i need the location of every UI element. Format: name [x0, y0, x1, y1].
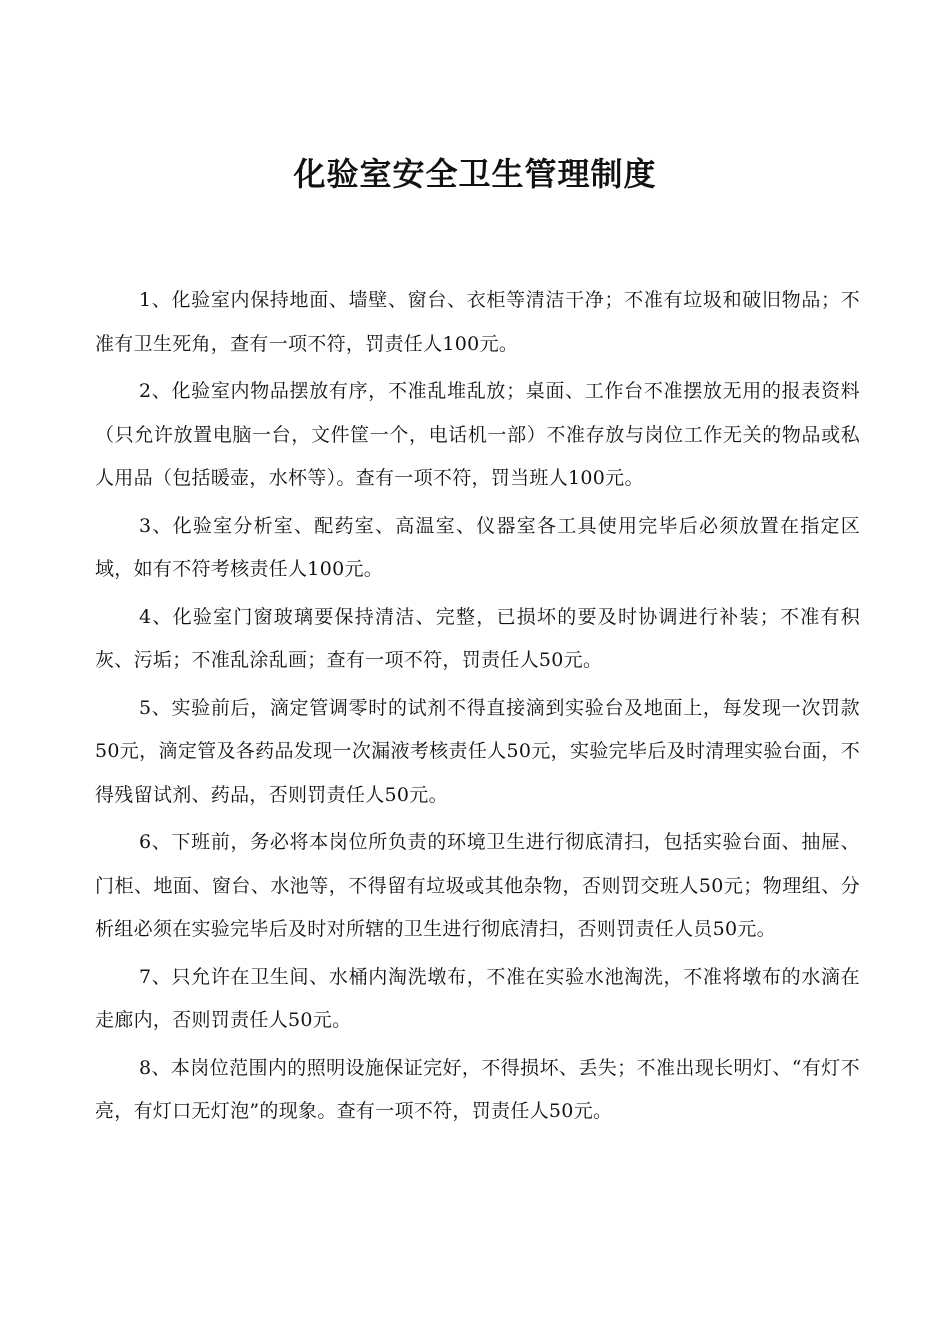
rule-item-4: 4、化验室门窗玻璃要保持清洁、完整，已损坏的要及时协调进行补装；不准有积灰、污垢；不准乱涂乱画；查有一项不符，罚责任人50元。	[95, 605, 860, 671]
rule-item-7: 7、只允许在卫生间、水桶内淘洗墩布，不准在实验水池淘洗，不准将墩布的水滴在走廊内，否则罚责任人50元。	[95, 965, 860, 1031]
rule-item-5: 5、实验前后，滴定管调零时的试剂不得直接滴到实验台及地面上，每发现一次罚款50元，滴定管及各药品发现一次漏液考核责任人50元，实验完毕后及时清理实验台面，不得残留试剂、药品，否则罚责任人50元。	[95, 696, 860, 806]
rule-item-2: 2、化验室内物品摆放有序，不准乱堆乱放；桌面、工作台不准摆放无用的报表资料（只允许放置电脑一台，文件筐一个，电话机一部）不准存放与岗位工作无关的物品或私人用品（包括暖壶，水杯等）。查有一项不符，罚当班人100元。	[95, 380, 860, 489]
rules-list	[95, 279, 860, 1138]
rule-item-8: 8、本岗位范围内的照明设施保证完好，不得损坏、丢失；不准出现长明灯、“有灯不亮，有灯口无灯泡”的现象。查有一项不符，罚责任人50元。	[95, 1056, 860, 1122]
rule-item-3: 3、化验室分析室、配药室、高温室、仪器室各工具使用完毕后必须放置在指定区域，如有不符考核责任人100元。	[95, 514, 860, 580]
document-title: 化验室安全卫生管理制度	[293, 155, 657, 193]
rule-item-6: 6、下班前，务必将本岗位所负责的环境卫生进行彻底清扫，包括实验台面、抽屉、门柜、地面、窗台、水池等，不得留有垃圾或其他杂物，否则罚交班人50元；物理组、分析组必须在实验完毕后及时对所辖的卫生进行彻底清扫，否则罚责任人员50元。	[95, 831, 860, 940]
rule-item-1: 1、化验室内保持地面、墙壁、窗台、衣柜等清洁干净；不准有垃圾和破旧物品；不准有卫生死角，查有一项不符，罚责任人100元。	[95, 289, 860, 355]
